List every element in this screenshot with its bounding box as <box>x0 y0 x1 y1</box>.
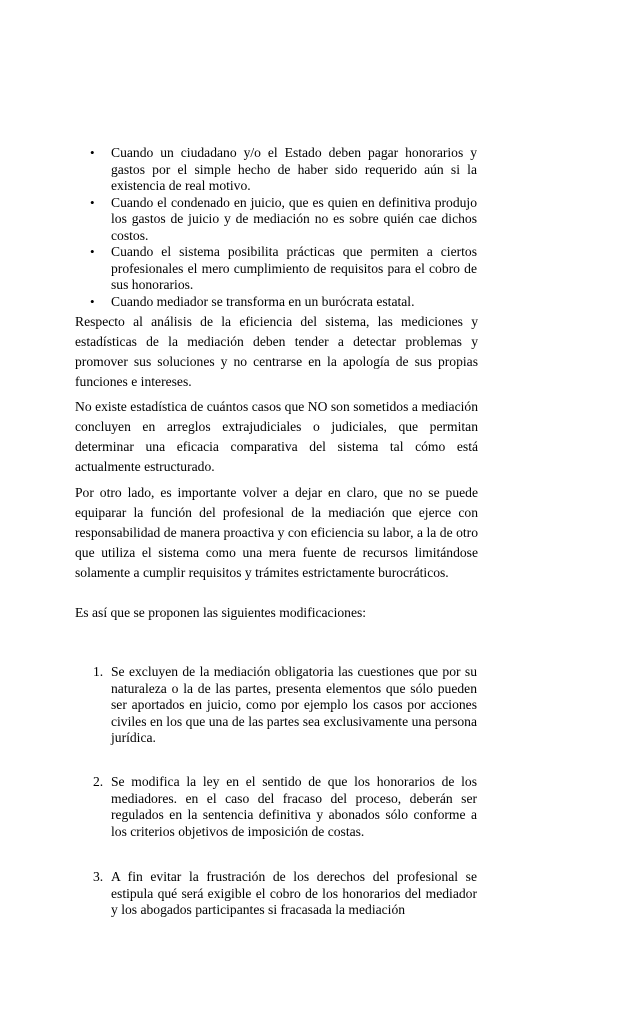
paragraph-proposals-intro: Es así que se proponen las siguientes modificaciones: <box>75 605 367 620</box>
proposal-text: Se modifica la ley en el sentido de que los honorarios de los mediadores. en el caso del fracaso del proceso, deberán ser regulados en la sentencia definitiva y abonados sólo conforme a los criterios objetivos de imposición de costas. <box>111 774 477 839</box>
paragraph-efficiency: Respecto al análisis de la eficiencia del sistema, las mediciones y estadísticas de la mediación deben tender a detectar problemas y promover sus soluciones y no centrarse en la apología de sus propias funciones e intereses. <box>75 314 478 389</box>
proposal-number: 2. <box>93 774 104 789</box>
bullet-item: • Cuando el sistema posibilita prácticas que permiten a ciertos profesionales el mero cumplimiento de requisitos para el cobro de sus honorarios. <box>0 244 477 294</box>
bullet-item: • Cuando mediador se transforma en un burócrata estatal. <box>0 294 477 311</box>
bullet-item: • Cuando un ciudadano y/o el Estado deben pagar honorarios y gastos por el simple hecho de haber sido requerido aún si la existencia de real motivo. <box>0 145 477 195</box>
bullet-list <box>0 145 622 310</box>
proposal-number: 1. <box>93 664 104 679</box>
proposal-text: A fin evitar la frustración de los derechos del profesional se estipula qué será exigible el cobro de los honorarios del mediador y los abogados participantes si fracasada la mediación <box>111 869 477 917</box>
bullet-item: • Cuando el condenado en juicio, que es quien en definitiva produjo los gastos de juicio y de mediación no es sobre quién cae dichos costos. <box>0 195 477 245</box>
paragraph-statistics: No existe estadística de cuántos casos que NO son sometidos a mediación concluyen en arreglos extrajudiciales o judiciales, que permitan determinar una eficacia comparativa del sistema tal cómo está actualmente estructurado. <box>75 399 478 474</box>
proposal-text: Se excluyen de la mediación obligatoria las cuestiones que por su naturaleza o la de las partes, presenta elementos que sólo pueden ser aportados en juicio, como por ejemplo los casos por acciones civiles en los que una de las partes sea exclusivamente una persona jurídica. <box>111 664 477 745</box>
paragraph-professional: Por otro lado, es importante volver a dejar en claro, que no se puede equiparar la función del profesional de la mediación que ejerce con responsabilidad de manera proactiva y con eficiencia su labor, a la de otro que utiliza el sistema como una mera fuente de recursos limitándose solamente a cumplir requisitos y trámites estrictamente burocráticos. <box>75 485 478 580</box>
proposal-number: 3. <box>93 869 104 884</box>
